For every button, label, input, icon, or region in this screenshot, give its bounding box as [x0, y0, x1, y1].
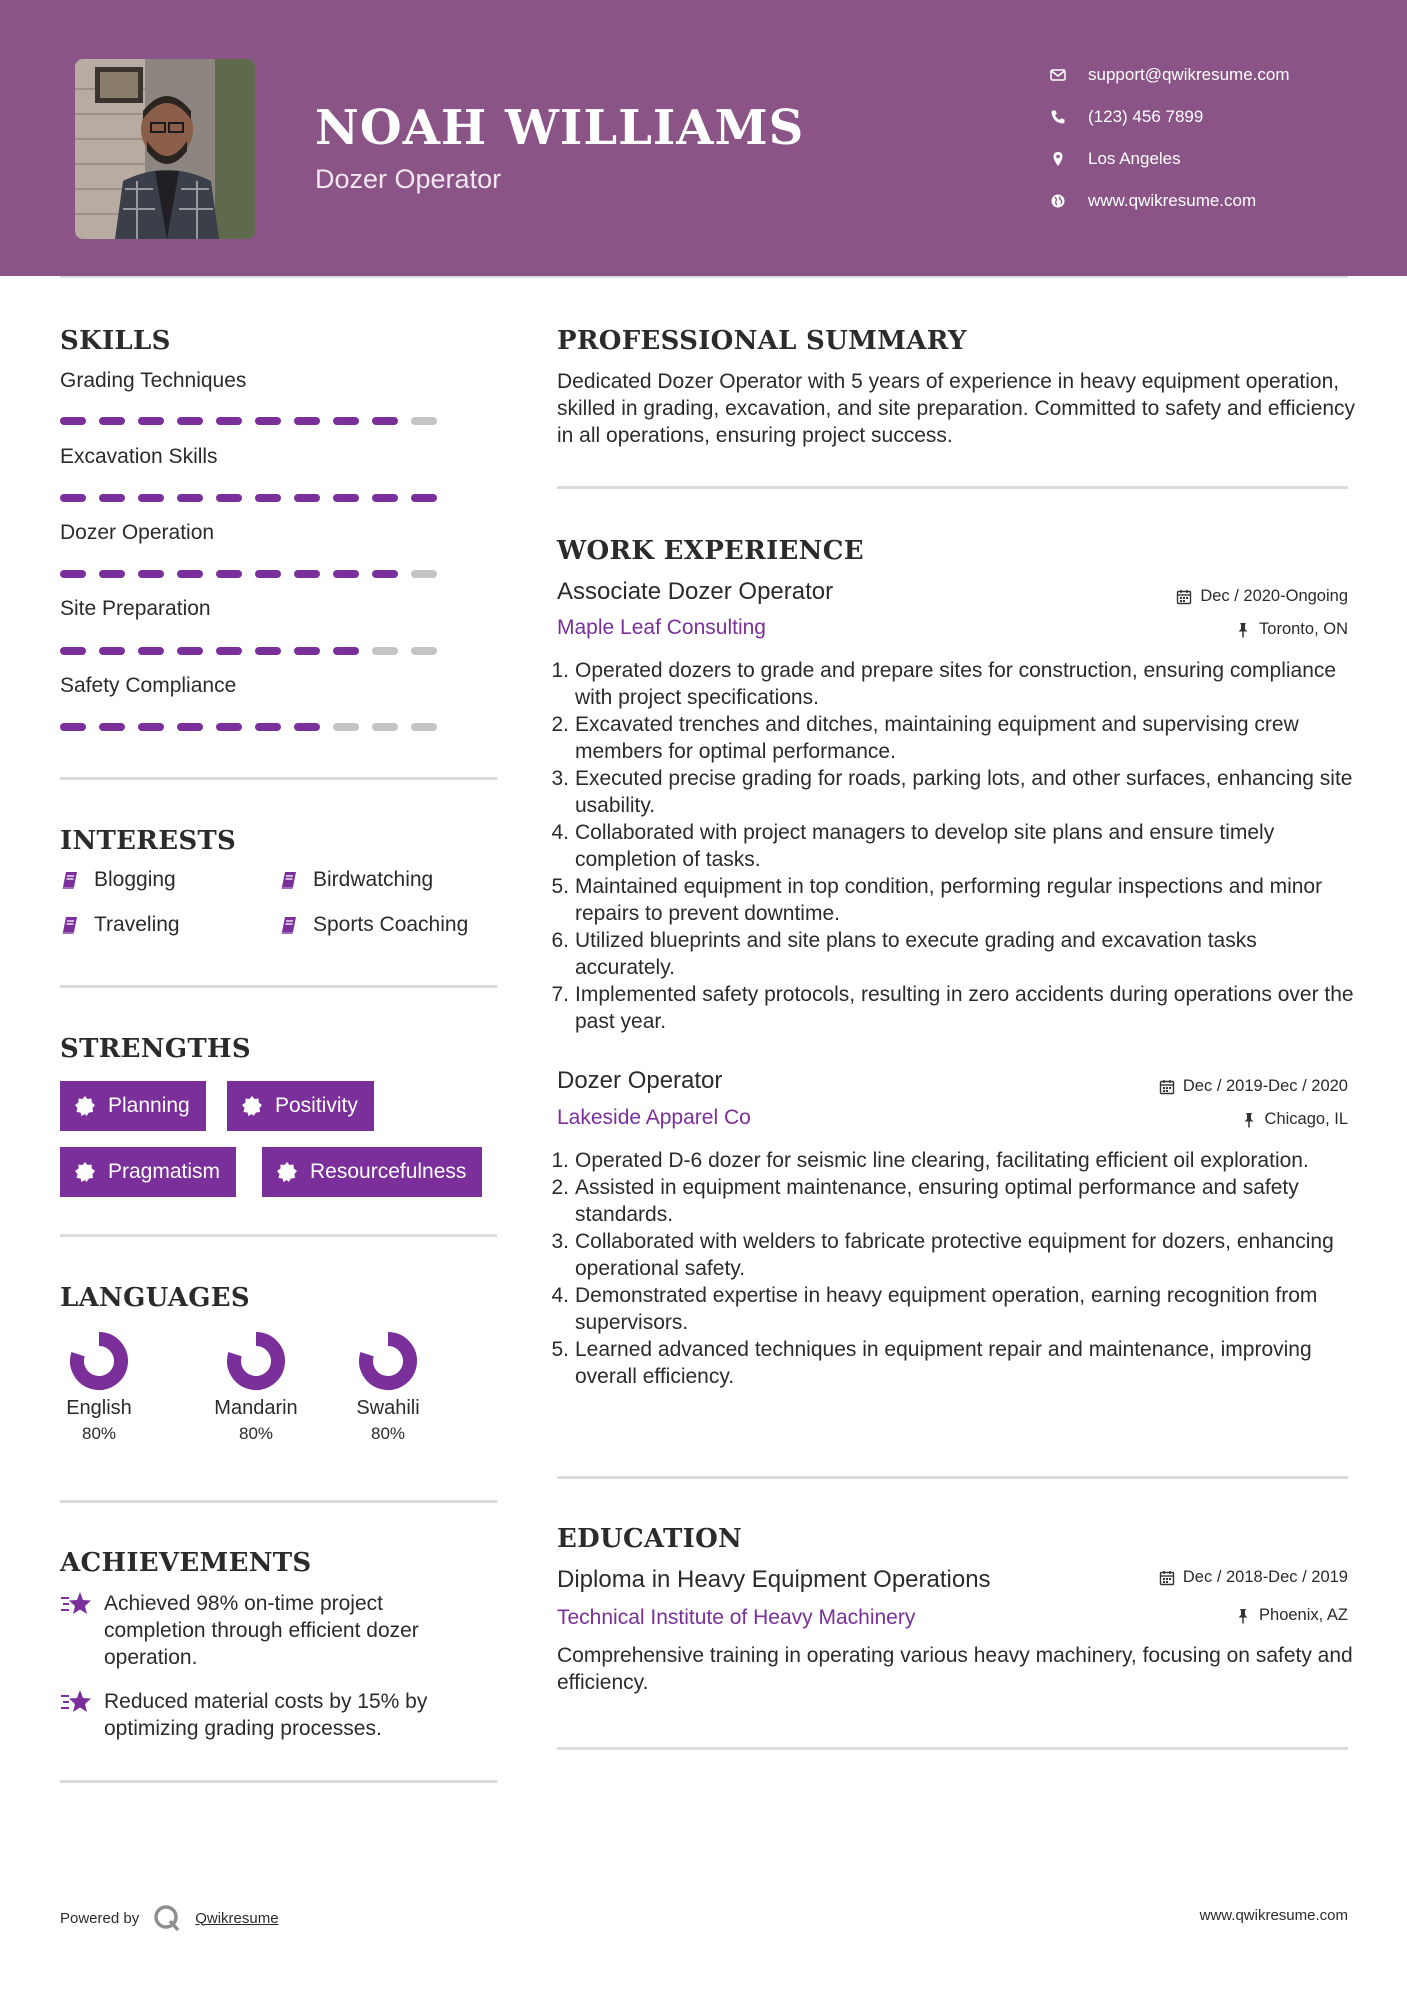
responsibility-text: Implemented safety protocols, resulting in zero accidents during operations over the past year.	[575, 983, 1354, 1033]
skill-dot-filled	[216, 417, 242, 425]
skill-dot-filled	[255, 723, 281, 731]
responsibility-text: Demonstrated expertise in heavy equipment operation, earning recognition from supervisors.	[575, 1284, 1318, 1334]
responsibility-item	[551, 711, 1357, 765]
footer-website[interactable]: www.qwikresume.com	[1199, 1907, 1348, 1924]
skill-dot-filled	[294, 417, 320, 425]
job-location	[1235, 620, 1348, 639]
responsibility-item	[551, 1228, 1357, 1282]
achievement-item	[60, 1590, 490, 1671]
job-location-text: Chicago, IL	[1264, 1110, 1348, 1128]
skill-dot-filled	[99, 417, 125, 425]
strength-label: Positivity	[275, 1094, 358, 1117]
education-location-text: Phoenix, AZ	[1259, 1606, 1348, 1624]
skill-dot-filled	[216, 494, 242, 502]
skill-dot-filled	[411, 494, 437, 502]
responsibility-item	[551, 981, 1357, 1035]
education-heading: EDUCATION	[557, 1524, 743, 1554]
language-item	[196, 1331, 316, 1444]
achievements-heading: ACHIEVEMENTS	[60, 1548, 312, 1578]
section-divider	[557, 1747, 1348, 1750]
skill-dot-empty	[333, 723, 359, 731]
qwikresume-link[interactable]: Qwikresume	[195, 1909, 279, 1927]
envelope-icon	[1050, 67, 1066, 83]
skill-dot-filled	[255, 570, 281, 578]
strength-tag	[227, 1081, 374, 1131]
skill-dot-filled	[216, 570, 242, 578]
skill-dot-filled	[177, 417, 203, 425]
contact-phone-text: (123) 456 7899	[1088, 107, 1204, 126]
list-number: 4.	[551, 821, 569, 844]
job-dates-text: Dec / 2019-Dec / 2020	[1182, 1077, 1348, 1095]
job-dates-text: Dec / 2020-Ongoing	[1200, 587, 1348, 605]
responsibility-item	[551, 1147, 1357, 1174]
skill-dot-filled	[294, 494, 320, 502]
responsibility-item	[551, 1336, 1357, 1390]
section-divider	[60, 985, 497, 988]
language-progress-ring	[69, 1331, 129, 1391]
language-progress-arc	[234, 1339, 278, 1383]
skill-dot-filled	[60, 647, 86, 655]
skill-dot-filled	[99, 494, 125, 502]
interest-item	[60, 868, 176, 892]
interest-label: Blogging	[94, 868, 176, 891]
job-responsibilities	[551, 657, 1357, 1035]
skill-dot-filled	[255, 494, 281, 502]
badge-icon	[74, 1161, 96, 1183]
section-divider	[60, 1234, 497, 1237]
language-item	[328, 1331, 448, 1444]
strengths-heading: STRENGTHS	[60, 1034, 251, 1064]
section-divider	[60, 777, 497, 780]
skill-dot-empty	[411, 647, 437, 655]
skill-dot-empty	[411, 417, 437, 425]
star-icon	[60, 1590, 92, 1618]
strength-tag	[60, 1147, 236, 1197]
education-dates-text: Dec / 2018-Dec / 2019	[1182, 1568, 1348, 1586]
responsibility-text: Excavated trenches and ditches, maintaining equipment and supervising crew members for optimal performance.	[575, 713, 1299, 763]
skill-rating	[60, 494, 437, 502]
language-name: English	[66, 1397, 132, 1419]
candidate-role: Dozer Operator	[315, 164, 502, 194]
contact-website-text: www.qwikresume.com	[1088, 191, 1257, 210]
skill-dot-empty	[372, 647, 398, 655]
degree-title: Diploma in Heavy Equipment Operations	[557, 1566, 991, 1593]
skill-dot-empty	[372, 723, 398, 731]
skill-dot-filled	[99, 723, 125, 731]
responsibility-text: Collaborated with welders to fabricate protective equipment for dozers, enhancing operational safety.	[575, 1230, 1334, 1280]
language-name: Swahili	[356, 1397, 420, 1419]
interest-label: Birdwatching	[313, 868, 434, 891]
list-number: 1.	[551, 659, 569, 682]
pin-icon	[1235, 622, 1251, 638]
skill-dot-filled	[60, 417, 86, 425]
responsibility-item	[551, 1174, 1357, 1228]
job-title: Dozer Operator	[557, 1067, 723, 1094]
qwikresume-logo-icon	[153, 1904, 181, 1932]
skill-dot-filled	[138, 417, 164, 425]
skill-dot-filled	[177, 647, 203, 655]
skill-dot-filled	[177, 570, 203, 578]
book-icon	[60, 870, 80, 890]
responsibility-text: Operated dozers to grade and prepare sites for construction, ensuring compliance with project specifications.	[575, 659, 1337, 709]
resume-header	[0, 0, 1407, 276]
strength-tag	[60, 1081, 206, 1131]
achievement-text: Achieved 98% on-time project completion through efficient dozer operation.	[104, 1592, 419, 1669]
skill-dot-filled	[216, 647, 242, 655]
list-number: 5.	[551, 875, 569, 898]
skill-dot-filled	[372, 494, 398, 502]
strength-tag	[262, 1147, 482, 1197]
responsibility-text: Executed precise grading for roads, parking lots, and other surfaces, enhancing site usability.	[575, 767, 1353, 817]
interest-item	[279, 868, 433, 892]
skill-dot-filled	[216, 723, 242, 731]
section-divider	[557, 486, 1348, 489]
summary-text: Dedicated Dozer Operator with 5 years of experience in heavy equipment operation, skilled in grading, excavation, and site preparation. Committed to safety and efficiency in all operations, ensuring project success.	[557, 370, 1356, 447]
header-divider	[60, 276, 1348, 278]
skill-dot-filled	[60, 570, 86, 578]
section-divider	[557, 1476, 1348, 1479]
skill-dot-filled	[177, 494, 203, 502]
calendar-icon	[1176, 589, 1192, 605]
company-name: Lakeside Apparel Co	[557, 1106, 751, 1129]
skill-dot-filled	[372, 570, 398, 578]
skill-name: Safety Compliance	[60, 674, 237, 697]
skill-name: Dozer Operation	[60, 521, 215, 544]
calendar-icon	[1159, 1079, 1175, 1095]
job-location-text: Toronto, ON	[1259, 620, 1348, 638]
book-icon	[60, 915, 80, 935]
contact-location-text: Los Angeles	[1088, 149, 1181, 168]
contact-phone[interactable]	[1050, 96, 1380, 138]
strength-label: Planning	[108, 1094, 190, 1117]
language-progress-arc	[366, 1339, 410, 1383]
responsibility-item	[551, 657, 1357, 711]
job-responsibilities	[551, 1147, 1357, 1390]
badge-icon	[276, 1161, 298, 1183]
map-pin-icon	[1050, 151, 1066, 167]
interest-item	[60, 913, 180, 937]
contact-list	[1050, 54, 1380, 222]
job-dates	[1176, 587, 1348, 606]
company-name: Maple Leaf Consulting	[557, 616, 766, 639]
skill-dot-filled	[333, 417, 359, 425]
skill-rating	[60, 417, 437, 425]
list-number: 2.	[551, 713, 569, 736]
job-dates	[1159, 1077, 1348, 1096]
responsibility-text: Maintained equipment in top condition, performing regular inspections and minor repairs to prevent downtime.	[575, 875, 1323, 925]
skill-name: Excavation Skills	[60, 445, 218, 468]
list-number: 7.	[551, 983, 569, 1006]
list-number: 6.	[551, 929, 569, 952]
skill-rating	[60, 723, 437, 731]
job-title: Associate Dozer Operator	[557, 578, 834, 605]
responsibility-text: Learned advanced techniques in equipment repair and maintenance, improving overall efficiency.	[575, 1338, 1312, 1388]
achievement-item	[60, 1688, 490, 1742]
list-number: 1.	[551, 1149, 569, 1172]
skill-dot-filled	[333, 494, 359, 502]
language-percent: 80%	[238, 1424, 274, 1443]
powered-by-label: Powered by	[60, 1909, 140, 1927]
list-number: 2.	[551, 1176, 569, 1199]
badge-icon	[74, 1095, 96, 1117]
interest-label: Sports Coaching	[313, 913, 469, 936]
list-number: 3.	[551, 1230, 569, 1253]
book-icon	[279, 915, 299, 935]
school-name: Technical Institute of Heavy Machinery	[557, 1606, 916, 1629]
responsibility-text: Collaborated with project managers to develop site plans and ensure timely completion of tasks.	[575, 821, 1275, 871]
star-icon	[60, 1688, 92, 1716]
responsibility-text: Assisted in equipment maintenance, ensuring optimal performance and safety standards.	[575, 1176, 1299, 1226]
interest-item	[279, 913, 468, 937]
globe-icon	[1050, 193, 1066, 209]
candidate-name: NOAH WILLIAMS	[315, 100, 805, 156]
skill-dot-empty	[411, 570, 437, 578]
education-location	[1235, 1606, 1348, 1625]
skill-dot-filled	[99, 647, 125, 655]
language-percent: 80%	[370, 1424, 406, 1443]
list-number: 3.	[551, 767, 569, 790]
language-percent: 80%	[81, 1424, 117, 1443]
summary-heading: PROFESSIONAL SUMMARY	[557, 326, 967, 356]
responsibility-item	[551, 1282, 1357, 1336]
phone-icon	[1050, 109, 1066, 125]
skill-dot-filled	[294, 723, 320, 731]
skill-dot-filled	[333, 647, 359, 655]
book-icon	[279, 870, 299, 890]
language-progress-ring	[358, 1331, 418, 1391]
responsibility-item	[551, 765, 1357, 819]
language-name: Mandarin	[214, 1397, 298, 1419]
skill-dot-filled	[138, 723, 164, 731]
skill-dot-filled	[372, 417, 398, 425]
list-number: 5.	[551, 1338, 569, 1361]
skill-rating	[60, 647, 437, 655]
experience-heading: WORK EXPERIENCE	[557, 536, 864, 566]
pin-icon	[1235, 1608, 1251, 1624]
languages-heading: LANGUAGES	[60, 1283, 250, 1313]
skill-dot-filled	[60, 723, 86, 731]
strength-label: Pragmatism	[108, 1160, 221, 1183]
section-divider	[60, 1500, 497, 1503]
skill-name: Grading Techniques	[60, 369, 247, 392]
skill-dot-filled	[255, 417, 281, 425]
profile-photo	[75, 59, 255, 239]
strength-label: Resourcefulness	[310, 1160, 467, 1183]
skill-dot-filled	[294, 647, 320, 655]
skills-heading: SKILLS	[60, 326, 171, 356]
language-progress-ring	[226, 1331, 286, 1391]
contact-website[interactable]	[1050, 180, 1380, 222]
education-description: Comprehensive training in operating various heavy machinery, focusing on safety and efficiency.	[557, 1644, 1353, 1694]
responsibility-item	[551, 927, 1357, 981]
skill-dot-filled	[294, 570, 320, 578]
footer-powered-by	[60, 1904, 279, 1932]
language-progress-arc	[77, 1339, 121, 1383]
interest-label: Traveling	[94, 913, 180, 936]
education-dates	[1159, 1568, 1348, 1587]
skill-name: Site Preparation	[60, 597, 211, 620]
skill-dot-empty	[411, 723, 437, 731]
skill-dot-filled	[138, 494, 164, 502]
skill-dot-filled	[138, 647, 164, 655]
language-item	[39, 1331, 159, 1444]
skill-dot-filled	[138, 570, 164, 578]
skill-dot-filled	[333, 570, 359, 578]
badge-icon	[241, 1095, 263, 1117]
skill-dot-filled	[60, 494, 86, 502]
section-divider	[60, 1780, 497, 1783]
contact-location	[1050, 138, 1380, 180]
responsibility-text: Utilized blueprints and site plans to execute grading and excavation tasks accurately.	[575, 929, 1257, 979]
skill-dot-filled	[99, 570, 125, 578]
skill-dot-filled	[255, 647, 281, 655]
list-number: 4.	[551, 1284, 569, 1307]
calendar-icon	[1159, 1570, 1175, 1586]
job-location	[1241, 1110, 1348, 1129]
responsibility-item	[551, 873, 1357, 927]
pin-icon	[1241, 1112, 1257, 1128]
interests-heading: INTERESTS	[60, 826, 237, 856]
responsibility-text: Operated D-6 dozer for seismic line clearing, facilitating efficient oil exploration.	[575, 1149, 1309, 1172]
skill-rating	[60, 570, 437, 578]
responsibility-item	[551, 819, 1357, 873]
contact-email[interactable]	[1050, 54, 1380, 96]
contact-email-text: support@qwikresume.com	[1088, 65, 1290, 84]
achievement-text: Reduced material costs by 15% by optimizing grading processes.	[104, 1690, 428, 1740]
skill-dot-filled	[177, 723, 203, 731]
